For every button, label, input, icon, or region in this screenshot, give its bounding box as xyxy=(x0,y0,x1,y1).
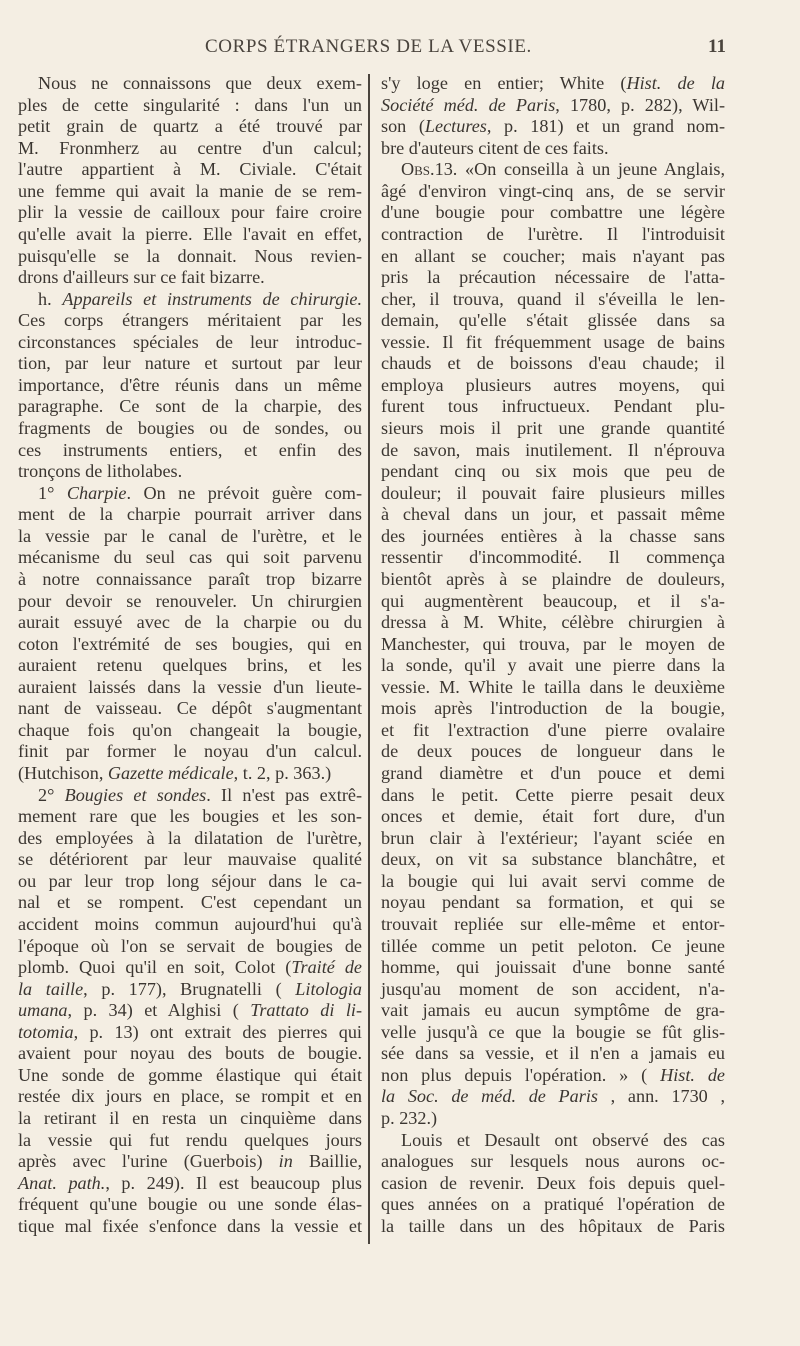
text-line xyxy=(18,1065,362,1087)
text-run: , 1780, p. 282), Wil- xyxy=(555,94,726,115)
text-run: l'époque où l'on se servait de bougies de xyxy=(18,935,362,956)
text-line xyxy=(381,440,725,462)
text-line xyxy=(18,785,362,807)
text-run: , p. 34) et Alghisi ( xyxy=(67,1000,251,1021)
text-line xyxy=(381,224,725,246)
text-run: bientôt après à se plaindre de douleurs, xyxy=(381,568,725,589)
text-run: Louis et Desault ont observé des cas xyxy=(401,1129,725,1150)
text-line xyxy=(18,849,362,871)
text-line xyxy=(18,483,362,505)
text-run: restée dix jours en place, se rompit et en xyxy=(18,1086,362,1107)
text-line xyxy=(381,591,725,613)
text-run: , p. 249). Il est beaucoup plus xyxy=(105,1172,362,1193)
italic-citation: Litologia xyxy=(295,978,362,999)
text-line xyxy=(381,332,725,354)
text-line xyxy=(381,181,725,203)
text-run: tique mal fixée s'enfonce dans la vessie et xyxy=(18,1215,362,1236)
text-run: âgé d'environ vingt-cinq ans, de se servir xyxy=(381,180,725,201)
text-line xyxy=(18,914,362,936)
text-run: jusqu'au moment de son accident, n'a- xyxy=(381,978,725,999)
text-line xyxy=(381,396,725,418)
text-line xyxy=(18,763,362,785)
text-line xyxy=(381,310,725,332)
text-line xyxy=(18,547,362,569)
italic-citation: Gazette médicale xyxy=(107,763,234,783)
text-line xyxy=(381,828,725,850)
text-line xyxy=(18,612,362,634)
left-column xyxy=(18,73,362,1237)
text-run: . Il n'est pas extrê- xyxy=(206,784,363,805)
text-line xyxy=(18,655,362,677)
text-run: une femme qui avait la manie de se rem- xyxy=(18,180,362,201)
text-run: douleur; il pouvait faire plusieurs milles xyxy=(381,482,725,503)
text-line xyxy=(18,95,362,117)
text-line xyxy=(18,440,362,462)
text-line xyxy=(18,1194,362,1216)
text-run: importance, d'être réunis dans un même xyxy=(18,374,362,395)
text-line xyxy=(18,1173,362,1195)
text-line xyxy=(381,677,725,699)
text-line xyxy=(18,289,362,311)
text-line xyxy=(381,1022,725,1044)
text-run: l'autre appartient à M. Civiale. C'était xyxy=(18,159,362,180)
text-run: , p. 13) ont extrait des pierres qui xyxy=(73,1021,362,1042)
running-title: CORPS ÉTRANGERS DE LA VESSIE. xyxy=(205,36,532,57)
text-line xyxy=(18,936,362,958)
text-line xyxy=(18,138,362,160)
text-run: furent tous infructueux. Pendant plu- xyxy=(381,396,725,417)
text-line xyxy=(381,267,725,289)
text-line xyxy=(381,246,725,268)
text-run: qui augmentèrent beaucoup, et il s'a- xyxy=(381,590,725,611)
italic-citation: in xyxy=(278,1151,293,1172)
text-line xyxy=(381,849,725,871)
text-line xyxy=(381,1216,725,1238)
text-run: 1° xyxy=(38,482,67,503)
text-run: ou par leur trop long séjour dans le ca- xyxy=(18,870,362,891)
text-line xyxy=(381,914,725,936)
text-line xyxy=(18,741,362,763)
text-run: ples de cette singularité : dans l'un un xyxy=(18,94,362,115)
text-run: des employées à la dilatation de l'urètre, xyxy=(18,827,362,848)
text-run: velle jusqu'à ce que la bougie se fût glis- xyxy=(381,1021,725,1042)
text-line xyxy=(18,1216,362,1238)
text-run: , p. 177), Brugnatelli ( xyxy=(83,978,296,999)
text-line xyxy=(381,871,725,893)
text-line xyxy=(381,1086,725,1108)
italic-citation: la Soc. de méd. de Paris xyxy=(381,1086,598,1107)
text-run: tion, par leur nature et surtout par leur xyxy=(18,353,362,374)
text-run: sieurs mois il prit une grande quantité xyxy=(381,418,725,438)
text-line xyxy=(18,73,362,95)
text-line xyxy=(381,483,725,505)
observation-label: Obs. xyxy=(401,159,435,180)
text-line xyxy=(381,763,725,785)
text-run: pris la précaution nécessaire de l'atta- xyxy=(381,267,725,288)
text-run: puisqu'elle se la donnait. Nous revien- xyxy=(18,245,362,266)
text-line xyxy=(18,1043,362,1065)
text-line xyxy=(18,1086,362,1108)
text-run: 13. «On conseilla à un jeune Anglais, xyxy=(434,159,725,180)
text-run: ces instruments entiers, et enfin des xyxy=(18,439,362,460)
text-run: chauds et de boissons d'eau chaude; il xyxy=(381,353,725,374)
text-run: ques années on a pratiqué l'opération de xyxy=(381,1194,725,1215)
text-line xyxy=(18,720,362,742)
text-line xyxy=(18,353,362,375)
text-run: coton l'extrémité de ses bougies, qui en xyxy=(18,633,362,654)
text-run: plomb. Quoi qu'il en soit, Colot ( xyxy=(18,957,292,978)
text-run: mécanisme du seul cas qui soit parvenu xyxy=(18,547,362,568)
text-run: Baillie, xyxy=(292,1151,362,1172)
text-line xyxy=(381,1173,725,1195)
text-line xyxy=(381,116,725,138)
text-run: de savon, mais inutilement. Il n'éprouva xyxy=(381,439,725,460)
italic-citation: totomia xyxy=(18,1021,74,1042)
text-run: auraient laissés dans la vessie d'un lieute- xyxy=(18,676,362,697)
text-run: sée dans sa vessie, et il n'en a jamais eu xyxy=(381,1043,725,1064)
text-run: (Hutchison, xyxy=(18,763,108,783)
text-run: bre d'auteurs citent de ces faits. xyxy=(381,137,609,158)
text-run: brun clair à l'extérieur; l'ayant sciée en xyxy=(381,827,725,848)
text-run: la sonde, qu'il y avait une pierre dans la xyxy=(381,655,725,676)
text-run: vessie. Il fit fréquemment usage de bains xyxy=(381,331,725,352)
text-run: la vessie par le canal de l'urètre, et le xyxy=(18,525,362,546)
text-line xyxy=(381,655,725,677)
text-run: des journées entières à la chasse sans xyxy=(381,525,725,546)
text-run: , p. 181) et un grand nom- xyxy=(486,116,725,137)
text-line xyxy=(381,138,725,160)
text-run: la vessie qui fut rendu quelques jours xyxy=(18,1129,362,1150)
text-line xyxy=(381,461,725,483)
text-line xyxy=(18,806,362,828)
text-line xyxy=(18,202,362,224)
text-line xyxy=(381,741,725,763)
text-line xyxy=(381,1194,725,1216)
text-run: analogues sur lesquels nous aurons oc- xyxy=(381,1151,725,1172)
text-run: à cheval dans un jour, et passait même xyxy=(381,504,725,525)
text-line xyxy=(381,806,725,828)
italic-citation: Hist. de xyxy=(660,1064,725,1085)
text-run: casion de revenir. Deux fois depuis quel- xyxy=(381,1172,725,1193)
text-run: employa plusieurs autres moyens, qui xyxy=(381,374,725,395)
text-line xyxy=(381,159,725,181)
text-line xyxy=(18,871,362,893)
italic-citation: Charpie xyxy=(66,482,127,503)
text-line xyxy=(18,591,362,613)
page-number: 11 xyxy=(708,36,726,57)
text-line xyxy=(18,892,362,914)
text-run: son ( xyxy=(381,116,425,137)
text-line xyxy=(381,1108,725,1130)
text-line xyxy=(381,1043,725,1065)
text-line xyxy=(18,375,362,397)
text-run: et fit l'extraction d'une pierre ovalaire xyxy=(381,719,725,740)
italic-citation: la taille xyxy=(18,978,84,999)
text-line xyxy=(18,1151,362,1173)
text-run: onces et demie, était fort dure, d'un xyxy=(381,806,725,827)
italic-citation: Anat. path. xyxy=(18,1172,106,1193)
italic-citation: Hist. de la xyxy=(626,73,725,93)
text-run: Manchester, qui trouva, par le moyen de xyxy=(381,633,725,654)
text-line xyxy=(381,979,725,1001)
text-run: tronçons de litholabes. xyxy=(18,461,183,482)
text-line xyxy=(18,634,362,656)
text-run: ment de la charpie pourrait arriver dans xyxy=(18,504,362,525)
text-run: drons d'ailleurs sur ce fait bizarre. xyxy=(18,267,265,288)
text-run: . On ne prévoit guère com- xyxy=(126,482,363,503)
text-run: , ann. 1730 , xyxy=(597,1086,726,1107)
italic-citation: Bougies et sondes xyxy=(64,784,207,805)
text-run: d'une bougie pour combattre une légère xyxy=(381,202,725,223)
text-run: aurait essuyé avec de la charpie ou du xyxy=(18,612,362,633)
text-line xyxy=(381,785,725,807)
text-run: nant de vaisseau. Ce dépôt s'augmentant xyxy=(18,698,362,719)
text-run: auraient retenu quelques brins, et les xyxy=(18,655,362,676)
text-run: nal et se rompent. C'est cependant un xyxy=(18,892,362,913)
text-run: Nous ne connaissons que deux exem- xyxy=(38,73,362,93)
text-run: qu'elle avait la pierre. Elle l'avait en effet, xyxy=(18,223,362,244)
text-run: pendant cinq ou six mois que peu de xyxy=(381,461,725,482)
text-line xyxy=(18,1000,362,1022)
page-header xyxy=(0,36,800,62)
text-line xyxy=(18,116,362,138)
text-run: en allant se coucher; mais n'ayant pas xyxy=(381,245,725,266)
text-line xyxy=(18,1130,362,1152)
text-line xyxy=(18,310,362,332)
text-run: contraction de l'urètre. Il l'introduisit xyxy=(381,223,725,244)
text-run: cher, il trouva, quand il s'éveilla le len- xyxy=(381,288,725,309)
text-run: chaque fois qu'on changeait la bougie, xyxy=(18,719,362,740)
text-run: deux, on vit sa substance blanchâtre, et xyxy=(381,849,725,870)
italic-citation: Lectures xyxy=(424,116,487,137)
text-run: dressa à M. White, célèbre chirurgien à xyxy=(381,612,725,633)
text-line xyxy=(381,73,725,95)
italic-citation: Traité de xyxy=(291,957,362,978)
text-run: après avec l'urine (Guerbois) xyxy=(18,1151,279,1172)
text-run: pour devoir se renouveler. Un chirurgien xyxy=(18,590,362,611)
text-run: finit par former le noyau d'un calcul. xyxy=(18,741,362,762)
text-line xyxy=(381,569,725,591)
text-line xyxy=(381,612,725,634)
text-line xyxy=(18,224,362,246)
text-line xyxy=(381,202,725,224)
text-run: s'y loge en entier; White ( xyxy=(381,73,627,93)
text-line xyxy=(381,1130,725,1152)
text-run: paragraphe. Ce sont de la charpie, des xyxy=(18,396,362,417)
text-line xyxy=(381,720,725,742)
text-run: 2° xyxy=(38,784,65,805)
text-line xyxy=(18,461,362,483)
right-column xyxy=(381,73,725,1237)
text-line xyxy=(381,504,725,526)
text-run: grand diamètre et d'un pouce et demi xyxy=(381,763,725,783)
text-run: , t. 2, p. 363.) xyxy=(233,763,332,783)
text-run: vessie. M. White le tailla dans le deuxième xyxy=(381,676,725,697)
text-line xyxy=(381,1000,725,1022)
text-line xyxy=(18,181,362,203)
text-run: non plus depuis l'opération. » ( xyxy=(381,1064,661,1085)
text-line xyxy=(18,246,362,268)
text-line xyxy=(18,332,362,354)
text-run: tillée comme un petit peloton. Ce jeune xyxy=(381,935,725,956)
text-line xyxy=(381,353,725,375)
text-line xyxy=(18,267,362,289)
text-run: h. xyxy=(38,288,63,309)
text-run: fragments de bougies ou de sondes, ou xyxy=(18,418,362,438)
italic-citation: umana xyxy=(18,1000,68,1021)
text-line xyxy=(381,95,725,117)
text-line xyxy=(18,1022,362,1044)
text-run: la bougie qui lui avait servi comme de xyxy=(381,870,725,891)
text-run: à notre connaissance paraît trop bizarre xyxy=(18,568,362,589)
text-line xyxy=(381,418,725,440)
text-run: vait jamais eu aucun symptôme de gra- xyxy=(381,1000,725,1021)
text-line xyxy=(18,979,362,1001)
text-line xyxy=(18,698,362,720)
text-line xyxy=(18,677,362,699)
text-line xyxy=(381,634,725,656)
text-run: trouvait repliée sur elle-même et entor- xyxy=(381,913,725,934)
text-run: mement rare que les bougies et les son- xyxy=(18,806,362,827)
text-run: ressentir d'incommodité. Il commença xyxy=(381,547,725,568)
text-run: M. Fronmherz au centre d'un calcul; xyxy=(18,137,362,158)
text-run: accident moins commun aujourd'hui qu'à xyxy=(18,913,362,934)
text-line xyxy=(381,892,725,914)
text-run: de deux pouces de longueur dans le xyxy=(381,741,725,762)
text-run: la retirant il en resta un cinquième dans xyxy=(18,1108,362,1128)
text-run: dans le petit. Cette pierre pesait deux xyxy=(381,784,725,805)
text-run: Ces corps étrangers méritaient par les xyxy=(18,310,362,331)
text-line xyxy=(381,289,725,311)
text-line xyxy=(18,828,362,850)
text-line xyxy=(381,957,725,979)
text-line xyxy=(381,375,725,397)
text-run: mois après l'introduction de la bougie, xyxy=(381,698,725,719)
text-run: noyau pendant sa formation, et qui se xyxy=(381,892,725,913)
text-line xyxy=(381,698,725,720)
text-run: se détériorent par leur mauvaise qualité xyxy=(18,849,362,870)
text-run: plir la vessie de cailloux pour faire croire xyxy=(18,202,362,223)
text-run: homme, qui jouissait d'une bonne santé xyxy=(381,957,725,978)
text-run: petit grain de quartz a été trouvé par xyxy=(18,116,362,137)
column-divider xyxy=(368,74,370,1244)
text-run: circonstances spéciales de leur introduc- xyxy=(18,331,362,352)
italic-citation: Appareils et instruments de chirurgie. xyxy=(62,288,362,309)
text-line xyxy=(18,504,362,526)
text-line xyxy=(18,159,362,181)
text-line xyxy=(381,936,725,958)
text-run: avaient pour noyau des bouts de bougie. xyxy=(18,1043,362,1064)
text-line xyxy=(18,396,362,418)
text-run: Une sonde de gomme élastique qui était xyxy=(18,1064,362,1085)
text-line xyxy=(18,526,362,548)
text-run: p. 232.) xyxy=(381,1108,438,1128)
text-line xyxy=(381,526,725,548)
text-line xyxy=(18,957,362,979)
italic-citation: Trattato di li- xyxy=(250,1000,362,1021)
text-run: fréquent qu'une bougie ou une sonde élas- xyxy=(18,1194,362,1215)
text-line xyxy=(381,547,725,569)
text-line xyxy=(18,418,362,440)
text-line xyxy=(18,569,362,591)
italic-citation: Société méd. de Paris xyxy=(381,94,556,115)
text-run: demain, qu'elle s'était glissée dans sa xyxy=(381,310,725,331)
text-line xyxy=(381,1151,725,1173)
text-run: la taille dans un des hôpitaux de Paris xyxy=(381,1215,725,1236)
text-line xyxy=(381,1065,725,1087)
text-line xyxy=(18,1108,362,1130)
